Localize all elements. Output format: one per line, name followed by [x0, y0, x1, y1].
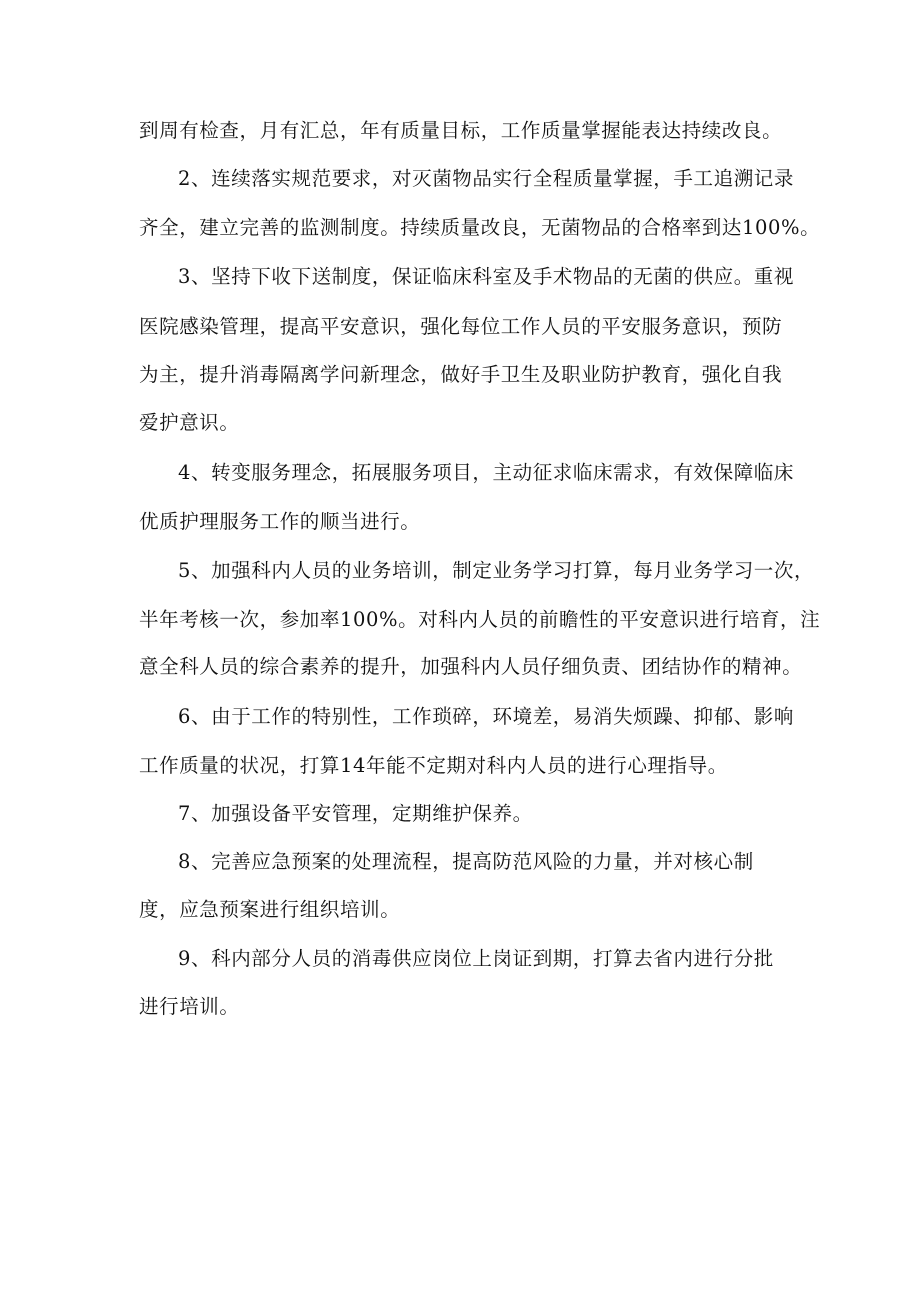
text-line: 半年考核一次，参加率100%。对科内人员的前瞻性的平安意识进行培育，注 [139, 608, 821, 631]
text-line: 爱护意识。 [139, 411, 240, 434]
text-line: 工作质量的状况，打算14年能不定期对科内人员的进行心理指导。 [139, 754, 728, 777]
text-line: 度，应急预案进行组织培训。 [139, 898, 401, 921]
text-line: 2、连续落实规范要求，对灭菌物品实行全程质量掌握，手工追溯记录 [178, 167, 795, 190]
text-line: 5、加强科内人员的业务培训，制定业务学习打算，每月业务学习一次， [178, 559, 815, 582]
text-line: 优质护理服务工作的顺当进行。 [139, 510, 421, 533]
text-line: 医院感染管理，提高平安意识，强化每位工作人员的平安服务意识，预防 [139, 315, 783, 338]
text-line: 9、科内部分人员的消毒供应岗位上岗证到期，打算去省内进行分批 [178, 947, 774, 970]
text-line: 3、坚持下收下送制度，保证临床科室及手术物品的无菌的供应。重视 [178, 265, 795, 288]
text-line: 6、由于工作的特别性，工作琐碎，环境差，易消失烦躁、抑郁、影响 [178, 705, 795, 728]
text-line: 7、加强设备平安管理，定期维护保养。 [178, 802, 533, 825]
text-line: 齐全，建立完善的监测制度。持续质量改良，无菌物品的合格率到达100%。 [139, 216, 821, 239]
text-line: 到周有检查，月有汇总，年有质量目标，工作质量掌握能表达持续改良。 [139, 119, 783, 142]
text-line: 4、转变服务理念，拓展服务项目，主动征求临床需求，有效保障临床 [178, 461, 795, 484]
text-line: 8、完善应急预案的处理流程，提高防范风险的力量，并对核心制 [178, 850, 754, 873]
text-line: 为主，提升消毒隔离学问新理念，做好手卫生及职业防护教育，强化自我 [139, 363, 783, 386]
text-line: 意全科人员的综合素养的提升，加强科内人员仔细负责、团结协作的精神。 [139, 655, 803, 678]
text-line: 进行培训。 [139, 995, 240, 1018]
